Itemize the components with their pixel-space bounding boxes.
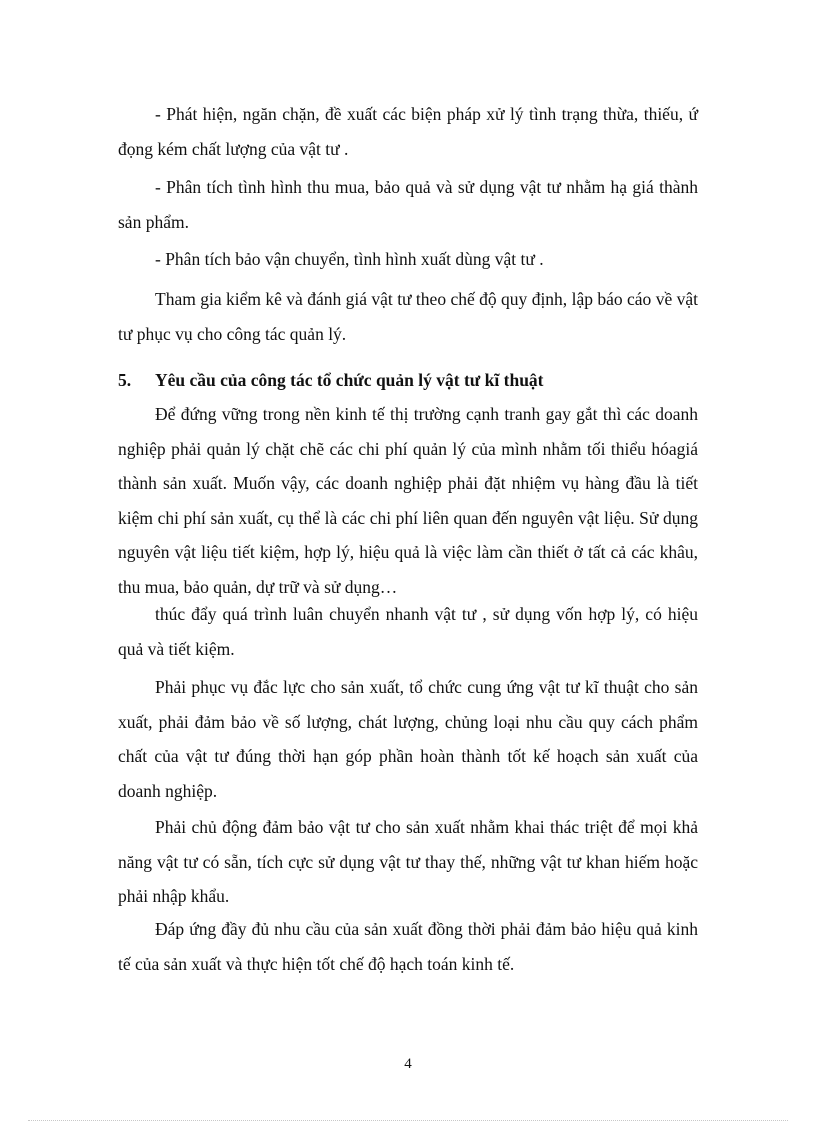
section-title: Yêu cầu của công tác tổ chức quản lý vật tư kĩ thuật bbox=[155, 370, 544, 390]
paragraph-analyze-transport: - Phân tích bảo vận chuyển, tình hình xuất dùng vật tư . bbox=[155, 249, 544, 269]
paragraph-serve-production: Phải phục vụ đắc lực cho sản xuất, tổ chức cung ứng vật tư kĩ thuật cho sản xuất, phải đảm bảo về số lượng, chát lượng, chủng loại nhu cầu quy cách phẩm chất của vật tư đúng thời hạn góp phần hoàn thành tốt kế hoạch sản xuất của doanh nghiệp. bbox=[118, 677, 698, 801]
paragraph-proactive-supply: Phải chủ động đảm bảo vật tư cho sản xuất nhằm khai thác triệt để mọi khả năng vật tư có sẵn, tích cực sử dụng vật tư thay thế, những vật tư khan hiếm hoặc phải nhập khẩu. bbox=[118, 817, 698, 906]
paragraph-meet-demand: Đáp ứng đầy đủ nhu cầu của sản xuất đồng thời phải đảm bảo hiệu quả kinh tế của sản xuất và thực hiện tốt chế độ hạch toán kinh tế. bbox=[118, 919, 698, 974]
section-number: 5. bbox=[118, 370, 132, 390]
paragraph-analyze-purchasing: - Phân tích tình hình thu mua, bảo quả và sử dụng vật tư nhằm hạ giá thành sản phẩm. bbox=[118, 177, 698, 232]
section-heading bbox=[118, 363, 698, 398]
paragraph-market-competition: Để đứng vững trong nền kinh tế thị trường cạnh tranh gay gắt thì các doanh nghiệp phải quản lý chặt chẽ các chi phí quản lý của mình nhằm tối thiểu hóagiá thành sản xuất. Muốn vậy, các doanh nghiệp phải đặt nhiệm vụ hàng đầu là tiết kiệm chi phí sản xuất, cụ thể là các chi phí liên quan đến nguyên vật liệu. Sử dụng nguyên vật liệu tiết kiệm, hợp lý, hiệu quả là việc làm cần thiết ở tất cả các khâu, thu mua, bảo quản, dự trữ và sử dụng… bbox=[118, 404, 698, 597]
page-number: 4 bbox=[404, 1056, 412, 1072]
paragraph-detect-surplus: - Phát hiện, ngăn chặn, đề xuất các biện pháp xử lý tình trạng thừa, thiếu, ứ đọng kém chất lượng của vật tư . bbox=[118, 104, 698, 159]
page-bottom-border bbox=[28, 1120, 788, 1121]
paragraph-accelerate-circulation: thúc đẩy quá trình luân chuyển nhanh vật tư , sử dụng vốn hợp lý, có hiệu quả và tiết kiệm. bbox=[118, 604, 698, 659]
paragraph-inventory-report: Tham gia kiểm kê và đánh giá vật tư theo chế độ quy định, lập báo cáo về vật tư phục vụ cho công tác quản lý. bbox=[118, 289, 698, 344]
